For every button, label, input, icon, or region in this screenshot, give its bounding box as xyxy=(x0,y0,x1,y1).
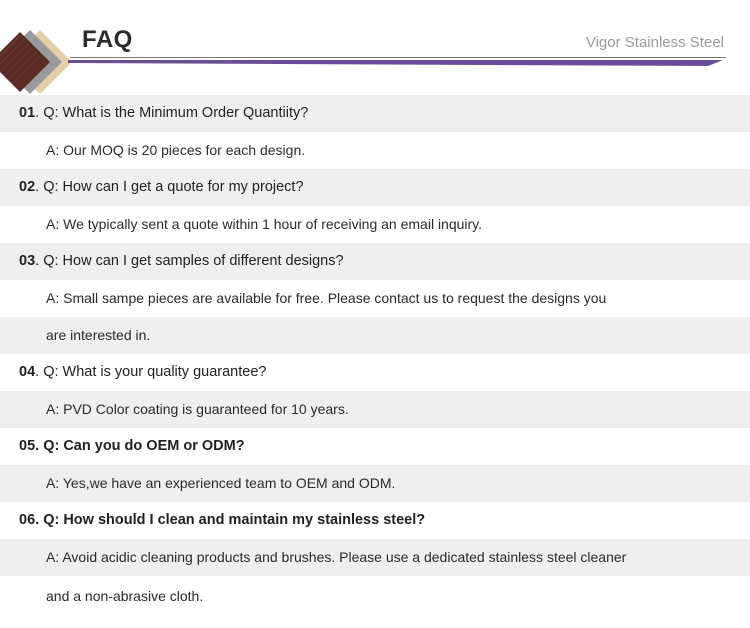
page-header xyxy=(0,0,750,95)
faq-question-04: 04. Q: What is your quality guarantee? xyxy=(19,364,267,380)
faq-question-06: 06. Q: How should I clean and maintain my stainless steel? xyxy=(19,512,426,528)
brand-name: Vigor Stainless Steel xyxy=(585,34,724,51)
faq-question-01: 01. Q: What is the Minimum Order Quantiity? xyxy=(0,95,750,132)
faq-answer-03: A: Small sampe pieces are available for free. Please contact us to request the designs you xyxy=(46,290,607,306)
faq-answer-06-cont: and a non-abrasive cloth. xyxy=(46,588,204,604)
faq-answer-02: A: We typically sent a quote within 1 hour of receiving an email inquiry. xyxy=(46,216,483,232)
faq-list xyxy=(0,95,750,616)
faq-answer-01: A: Our MOQ is 20 pieces for each design. xyxy=(46,142,306,158)
faq-answer-04: A: PVD Color coating is guaranteed for 10 years. xyxy=(0,391,750,428)
faq-question-05: 05. Q: Can you do OEM or ODM? xyxy=(19,438,245,454)
header-divider xyxy=(70,57,726,58)
faq-question-03: 03. Q: How can I get samples of different designs? xyxy=(0,243,750,280)
faq-answer-05: A: Yes,we have an experienced team to OEM and ODM. xyxy=(0,465,750,502)
page-title: FAQ xyxy=(82,26,133,53)
accent-bar xyxy=(68,60,723,66)
faq-answer-03-cont: are interested in. xyxy=(0,317,750,354)
faq-answer-06: A: Avoid acidic cleaning products and brushes. Please use a dedicated stainless steel cleaner xyxy=(0,539,750,576)
faq-question-02: 02. Q: How can I get a quote for my project? xyxy=(0,169,750,206)
